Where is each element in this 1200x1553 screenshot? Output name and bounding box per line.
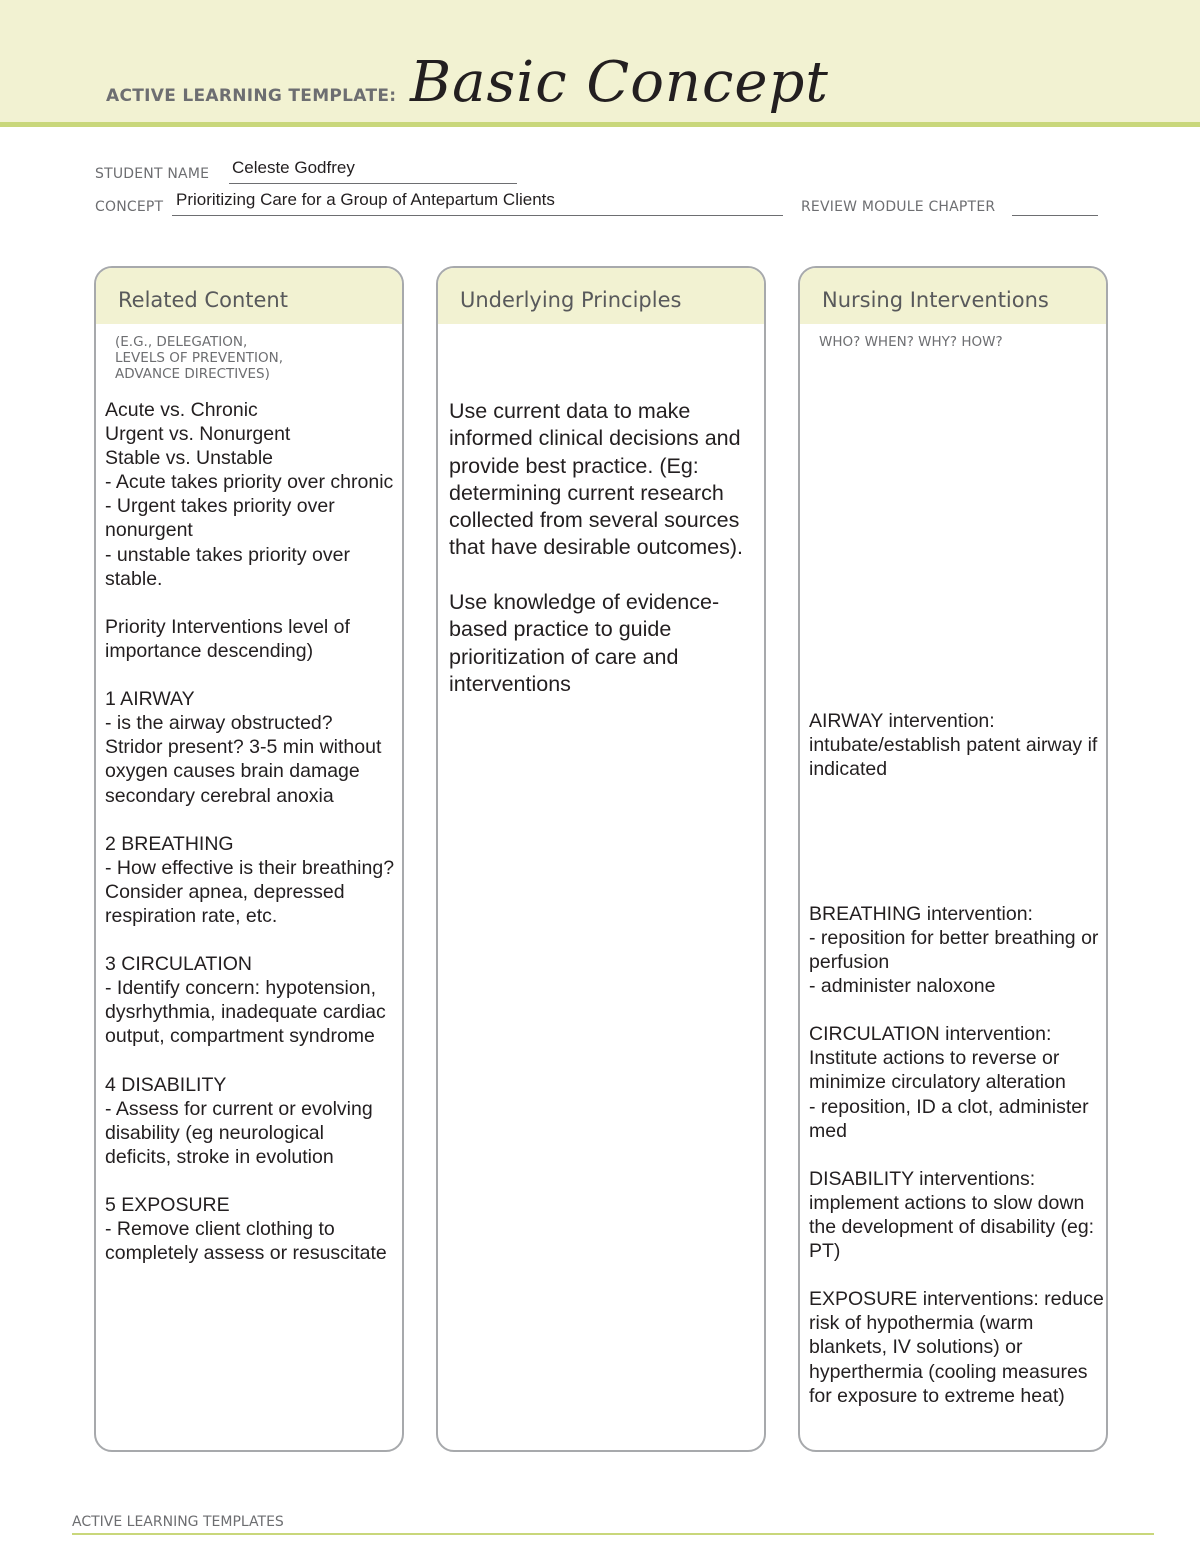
concept-label: CONCEPT: [95, 199, 164, 215]
underlying-principles-title: Underlying Principles: [438, 268, 764, 324]
underlying-principles-body[interactable]: Use current data to make informed clinical decisions and provide best practice. (Eg: determining current research collected from several sources that have desirable outcomes). Use knowledge of evidence-based practice to guide prioritization of care and interventions: [449, 399, 743, 696]
nursing-interventions-title: Nursing Interventions: [800, 268, 1106, 324]
student-name-line: [229, 183, 517, 184]
review-module-label: REVIEW MODULE CHAPTER: [801, 199, 996, 215]
related-content-title: Related Content: [96, 268, 402, 324]
nursing-interventions-body[interactable]: AIRWAY intervention: intubate/establish patent airway if indicated BREATHING intervention: - reposition for better breathing or perfusion - administer naloxone CIRCULATION intervention: Institute actions to reverse or minimize circulatory alteration - reposition, ID a clot, administer med DISABILITY interventions: implement actions to slow down the development of disability (eg: PT) EXPOSURE interventions: reduce risk of hypothermia (warm blankets, IV solutions) or hyperthermia (cooling measures for exposure to extreme heat): [809, 710, 1104, 1407]
underlying-principles-card: [436, 266, 766, 1452]
nursing-interventions-subtitle: WHO? WHEN? WHY? HOW?: [819, 334, 1003, 350]
related-content-card: [94, 266, 404, 1452]
footer-rule: [72, 1533, 1154, 1535]
student-name-label: STUDENT NAME: [95, 166, 210, 182]
related-content-subtitle: (E.G., DELEGATION, LEVELS OF PREVENTION, ADVANCE DIRECTIVES): [115, 334, 284, 382]
nursing-interventions-card: [798, 266, 1108, 1452]
review-module-line: [1012, 215, 1098, 216]
concept-field[interactable]: Prioritizing Care for a Group of Antepartum Clients: [176, 190, 555, 209]
footer-label: ACTIVE LEARNING TEMPLATES: [72, 1514, 284, 1530]
template-title: Basic Concept: [410, 50, 829, 115]
template-label: ACTIVE LEARNING TEMPLATE:: [106, 86, 397, 106]
related-content-body[interactable]: Acute vs. Chronic Urgent vs. Nonurgent Stable vs. Unstable - Acute takes priority over chronic - Urgent takes priority over nonurgent - unstable takes priority over stable. Priority Interventions level of importance descending) 1 AIRWAY - is the airway obstructed? Stridor present? 3-5 min without oxygen causes brain damage secondary cerebral anoxia 2 BREATHING - How effective is their breathing? Consider apnea, depressed respiration rate, etc. 3 CIRCULATION - Identify concern: hypotension, dysrhythmia, inadequate cardiac output, compartment syndrome 4 DISABILITY - Assess for current or evolving disability (eg neurological deficits, stroke in evolution 5 EXPOSURE - Remove client clothing to completely assess or resuscitate: [105, 399, 395, 1265]
student-name-field[interactable]: Celeste Godfrey: [232, 158, 355, 177]
header-rule: [0, 122, 1200, 127]
concept-line: [172, 215, 783, 216]
